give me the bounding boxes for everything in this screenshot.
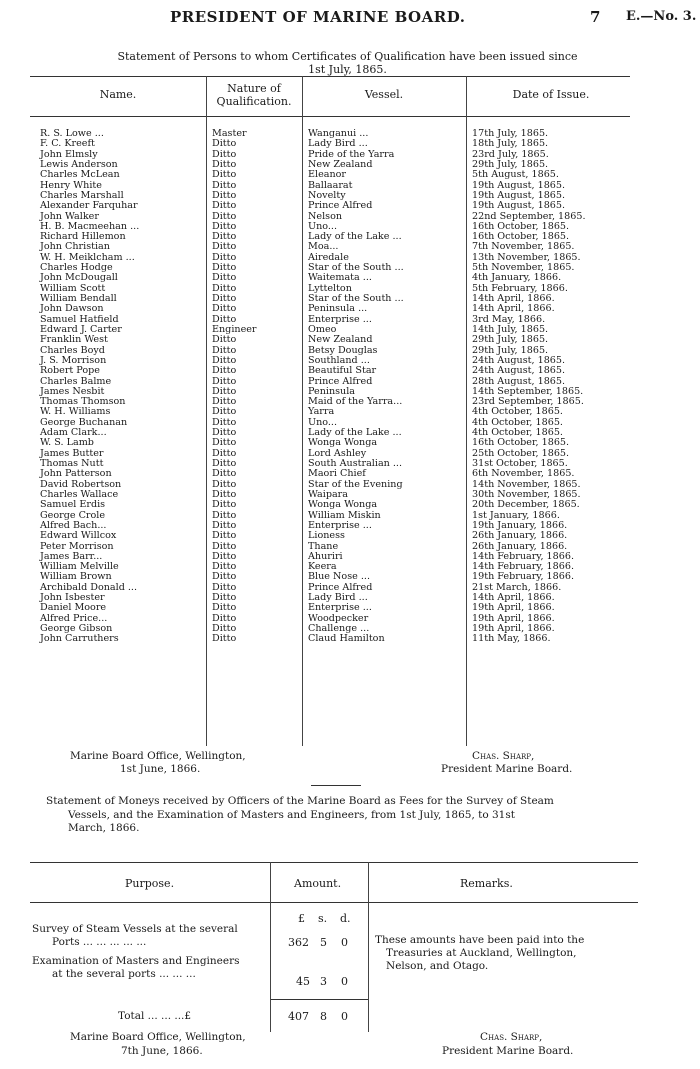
vessel-name: Star of the South ... bbox=[308, 262, 404, 274]
vessel-name: Lioness bbox=[308, 530, 345, 542]
person-name: David Robertson bbox=[40, 478, 122, 490]
person-name: Richard Hillemon bbox=[40, 231, 126, 243]
qualification: Ditto bbox=[212, 633, 237, 645]
qualification: Ditto bbox=[212, 519, 237, 531]
statement-certificates-heading bbox=[60, 50, 635, 76]
vessel-name: William Miskin bbox=[308, 509, 381, 521]
qualification: Ditto bbox=[212, 179, 237, 191]
person-name: John Carruthers bbox=[40, 633, 119, 645]
section-separator bbox=[311, 785, 361, 786]
page-header bbox=[0, 8, 700, 30]
person-name: Charles Balme bbox=[40, 375, 112, 387]
total-label: Total ... ... ...£ bbox=[118, 1010, 192, 1022]
amount-pence: 0 bbox=[341, 936, 348, 949]
person-name: James Nesbit bbox=[40, 385, 105, 397]
amount-pounds: 45 bbox=[296, 975, 310, 988]
statement-line: Statement of Moneys received by Officers of the Marine Board as Fees for the Survey of Steam bbox=[46, 795, 554, 807]
vessel-name: Star of the Evening bbox=[308, 478, 403, 490]
issue-date: 22nd September, 1865. bbox=[472, 210, 586, 222]
purpose-examination: Examination of Masters and Engineers bbox=[32, 955, 240, 967]
issue-date: 4th January, 1866. bbox=[472, 272, 562, 284]
document-reference: E.—No. 3. bbox=[626, 9, 697, 24]
vessel-name: Lady of the Lake ... bbox=[308, 427, 402, 439]
qualification: Ditto bbox=[212, 488, 237, 500]
person-name: Charles Boyd bbox=[40, 344, 105, 356]
qualification: Ditto bbox=[212, 396, 237, 408]
vessel-name: New Zealand bbox=[308, 334, 373, 346]
issue-date: 11th May, 1866. bbox=[472, 633, 551, 645]
issue-date: 14th April, 1866. bbox=[472, 592, 555, 604]
vessel-name: Peninsula bbox=[308, 385, 356, 397]
office-date: 7th June, 1866. bbox=[121, 1045, 203, 1057]
issue-date: 25th October, 1865. bbox=[472, 447, 570, 459]
column-header-date: Date of Issue. bbox=[512, 88, 590, 101]
vessel-name: Wonga Wonga bbox=[308, 499, 378, 511]
vessel-name: Lady Bird ... bbox=[308, 138, 368, 150]
signatory: Chas. Sharp, bbox=[480, 1031, 543, 1043]
issue-date: 4th October, 1865. bbox=[472, 427, 563, 439]
person-name: William Melville bbox=[40, 561, 119, 573]
issue-date: 14th July, 1865. bbox=[472, 323, 549, 335]
person-name: John McDougall bbox=[40, 272, 118, 284]
vessel-name: Maori Chief bbox=[308, 468, 366, 480]
issue-date: 7th November, 1865. bbox=[472, 241, 575, 253]
qualification: Ditto bbox=[212, 550, 237, 562]
vessel-name: Thane bbox=[308, 540, 339, 552]
table-row bbox=[30, 531, 640, 541]
person-name: Adam Clark... bbox=[40, 427, 107, 439]
person-name: John Dawson bbox=[40, 303, 104, 315]
vessel-name: Claud Hamilton bbox=[308, 633, 385, 645]
qualification: Ditto bbox=[212, 612, 237, 624]
vessel-name: Prince Alfred bbox=[308, 375, 373, 387]
qualification: Ditto bbox=[212, 447, 237, 459]
qualification: Ditto bbox=[212, 241, 237, 253]
vessel-name: Airedale bbox=[308, 251, 349, 263]
issue-date: 4th October, 1865. bbox=[472, 406, 563, 418]
vessel-name: Yarra bbox=[308, 406, 335, 418]
issue-date: 20th December, 1865. bbox=[472, 499, 580, 511]
statement-line: March, 1866. bbox=[68, 822, 140, 834]
vessel-name: Moa... bbox=[308, 241, 339, 253]
person-name: George Gibson bbox=[40, 623, 113, 634]
issue-date: 14th April, 1866. bbox=[472, 293, 555, 304]
issue-date: 19th April, 1866. bbox=[472, 623, 555, 634]
currency-shillings: s. bbox=[318, 912, 328, 925]
issue-date: 5th November, 1865. bbox=[472, 262, 575, 274]
person-name: William Brown bbox=[40, 571, 112, 583]
vessel-name: Enterprise ... bbox=[308, 313, 372, 325]
vessel-name: Lord Ashley bbox=[308, 447, 367, 459]
vessel-name: Lady Bird ... bbox=[308, 592, 368, 604]
person-name: George Buchanan bbox=[40, 416, 128, 428]
vessel-name: Lady of the Lake ... bbox=[308, 231, 402, 243]
qualification: Ditto bbox=[212, 458, 237, 469]
person-name: W. S. Lamb bbox=[40, 437, 94, 449]
issue-date: 14th April, 1866. bbox=[472, 303, 555, 315]
qualification: Ditto bbox=[212, 282, 237, 294]
vessel-name: New Zealand bbox=[308, 158, 373, 170]
issue-date: 24th August, 1865. bbox=[472, 365, 566, 377]
qualification: Ditto bbox=[212, 148, 237, 160]
total-rule bbox=[270, 999, 368, 1000]
issue-date: 29th July, 1865. bbox=[472, 158, 549, 170]
qualification: Ditto bbox=[212, 581, 237, 593]
amount-pounds: 362 bbox=[288, 936, 309, 949]
qualification: Ditto bbox=[212, 334, 237, 346]
vessel-name: Challenge ... bbox=[308, 623, 370, 634]
person-name: John Christian bbox=[40, 241, 110, 253]
office-line: Marine Board Office, Wellington, bbox=[70, 1031, 246, 1043]
person-name: Peter Morrison bbox=[40, 540, 114, 552]
vessel-name: Prince Alfred bbox=[308, 581, 373, 593]
purpose-survey: Survey of Steam Vessels at the several bbox=[32, 923, 238, 935]
issue-date: 14th February, 1866. bbox=[472, 550, 575, 562]
vessel-name: Uno... bbox=[308, 220, 338, 232]
qualification: Ditto bbox=[212, 189, 237, 201]
issue-date: 19th April, 1866. bbox=[472, 612, 555, 624]
issue-date: 6th November, 1865. bbox=[472, 468, 575, 480]
issue-date: 19th August, 1865. bbox=[472, 179, 566, 191]
issue-date: 1st January, 1866. bbox=[472, 509, 560, 521]
person-name: Thomas Thomson bbox=[40, 396, 126, 408]
person-name: Samuel Hatfield bbox=[40, 313, 119, 325]
person-name: Thomas Nutt bbox=[40, 458, 104, 469]
qualification: Ditto bbox=[212, 262, 237, 274]
issue-date: 26th January, 1866. bbox=[472, 540, 568, 552]
issue-date: 31st October, 1865. bbox=[472, 458, 568, 469]
office-line: Marine Board Office, Wellington, bbox=[70, 750, 246, 762]
remarks-line: Treasuries at Auckland, Wellington, bbox=[386, 947, 577, 959]
signatory-position: President Marine Board. bbox=[442, 1045, 574, 1057]
vessel-name: Betsy Douglas bbox=[308, 344, 378, 356]
header-line: Nature of bbox=[227, 82, 281, 95]
person-name: John Patterson bbox=[40, 468, 112, 480]
statement-line: 1st July, 1865. bbox=[308, 63, 387, 76]
issue-date: 23rd July, 1865. bbox=[472, 148, 549, 160]
column-header-purpose: Purpose. bbox=[125, 877, 175, 890]
person-name: F. C. Kreeft bbox=[40, 138, 95, 150]
vessel-name: Nelson bbox=[308, 210, 343, 222]
vessel-name: Waitemata ... bbox=[308, 272, 372, 284]
person-name: Alfred Price... bbox=[40, 612, 108, 624]
vessel-name: Ballaarat bbox=[308, 179, 353, 191]
certificates-rows bbox=[30, 129, 640, 645]
issue-date: 4th October, 1865. bbox=[472, 416, 563, 428]
statement-line: Vessels, and the Examination of Masters and Engineers, from 1st July, 1865, to 31st bbox=[68, 808, 515, 821]
signatory: Chas. Sharp, bbox=[472, 750, 535, 762]
issue-date: 19th August, 1865. bbox=[472, 189, 566, 201]
issue-date: 19th January, 1866. bbox=[472, 519, 568, 531]
issue-date: 23rd September, 1865. bbox=[472, 396, 584, 408]
total-pounds: 407 bbox=[288, 1010, 309, 1023]
qualification: Ditto bbox=[212, 427, 237, 439]
table-rule bbox=[30, 902, 638, 903]
vessel-name: Wonga Wonga bbox=[308, 437, 378, 449]
person-name: W. H. Williams bbox=[40, 406, 111, 418]
person-name: Archibald Donald ... bbox=[40, 581, 138, 593]
qualification: Ditto bbox=[212, 530, 237, 542]
person-name: J. S. Morrison bbox=[40, 354, 107, 366]
office-date: 1st June, 1866. bbox=[120, 763, 201, 775]
column-header-remarks: Remarks. bbox=[460, 877, 513, 890]
person-name: W. H. Meiklcham ... bbox=[40, 251, 135, 263]
table-row bbox=[30, 366, 640, 376]
vessel-name: Southland ... bbox=[308, 354, 370, 366]
qualification: Ditto bbox=[212, 272, 237, 284]
issue-date: 16th October, 1865. bbox=[472, 437, 570, 449]
person-name: R. S. Lowe ... bbox=[40, 128, 104, 139]
issue-date: 19th April, 1866. bbox=[472, 602, 555, 614]
table-rule bbox=[30, 116, 630, 117]
issue-date: 16th October, 1865. bbox=[472, 220, 570, 232]
qualification: Ditto bbox=[212, 509, 237, 521]
purpose-examination-cont: at the several ports ... ... ... bbox=[52, 968, 196, 980]
person-name: James Butter bbox=[40, 447, 104, 459]
issue-date: 30th November, 1865. bbox=[472, 488, 581, 500]
qualification: Ditto bbox=[212, 220, 237, 232]
remarks-line: Nelson, and Otago. bbox=[386, 960, 489, 972]
person-name: Daniel Moore bbox=[40, 602, 107, 614]
table-row bbox=[30, 201, 640, 211]
vessel-name: Prince Alfred bbox=[308, 200, 373, 212]
vessel-name: Maid of the Yarra... bbox=[308, 396, 403, 408]
issue-date: 19th August, 1865. bbox=[472, 200, 566, 212]
issue-date: 17th July, 1865. bbox=[472, 128, 549, 139]
vessel-name: Woodpecker bbox=[308, 612, 369, 624]
vessel-name: Pride of the Yarra bbox=[308, 148, 395, 160]
qualification: Ditto bbox=[212, 385, 237, 397]
person-name: John Elmsly bbox=[40, 148, 98, 160]
vessel-name: Peninsula ... bbox=[308, 303, 368, 315]
person-name: Edward Willcox bbox=[40, 530, 117, 542]
qualification: Engineer bbox=[212, 323, 257, 335]
vessel-name: Omeo bbox=[308, 323, 337, 335]
person-name: H. B. Macmeehan ... bbox=[40, 220, 140, 232]
issue-date: 14th September, 1865. bbox=[472, 385, 584, 397]
vessel-name: Uno... bbox=[308, 416, 338, 428]
page-number: 7 bbox=[590, 8, 601, 26]
qualification: Ditto bbox=[212, 592, 237, 604]
person-name: Edward J. Carter bbox=[40, 323, 122, 335]
qualification: Ditto bbox=[212, 602, 237, 614]
vessel-name: Enterprise ... bbox=[308, 519, 372, 531]
issue-date: 13th November, 1865. bbox=[472, 251, 581, 263]
qualification: Ditto bbox=[212, 210, 237, 222]
issue-date: 26th January, 1866. bbox=[472, 530, 568, 542]
qualification: Ditto bbox=[212, 365, 237, 377]
statement-moneys-heading bbox=[46, 795, 651, 836]
issue-date: 14th February, 1866. bbox=[472, 561, 575, 573]
person-name: Alfred Bach... bbox=[40, 519, 107, 531]
qualification: Ditto bbox=[212, 478, 237, 490]
currency-pence: d. bbox=[340, 912, 351, 925]
total-pence: 0 bbox=[341, 1010, 348, 1023]
person-name: Charles Wallace bbox=[40, 488, 119, 500]
qualification: Ditto bbox=[212, 231, 237, 243]
person-name: Charles Hodge bbox=[40, 262, 113, 274]
purpose-survey-cont: Ports ... ... ... ... ... bbox=[52, 936, 147, 948]
person-name: John Isbester bbox=[40, 592, 105, 604]
table-rule bbox=[30, 76, 630, 77]
vessel-name: Keera bbox=[308, 561, 337, 573]
table-row bbox=[30, 634, 640, 644]
qualification: Ditto bbox=[212, 468, 237, 480]
fees-table bbox=[30, 862, 640, 1032]
statement-line: Statement of Persons to whom Certificates of Qualification have been issued since bbox=[117, 50, 578, 63]
person-name: Charles McLean bbox=[40, 169, 120, 181]
person-name: William Scott bbox=[40, 282, 106, 294]
vessel-name: Enterprise ... bbox=[308, 602, 372, 614]
qualification: Ditto bbox=[212, 437, 237, 449]
currency-pounds: £ bbox=[298, 912, 305, 925]
vessel-name: Beautiful Star bbox=[308, 365, 377, 377]
qualification: Ditto bbox=[212, 623, 237, 634]
qualification: Ditto bbox=[212, 375, 237, 387]
amount-pence: 0 bbox=[341, 975, 348, 988]
person-name: William Bendall bbox=[40, 293, 117, 304]
signatory-position: President Marine Board. bbox=[441, 763, 573, 775]
issue-date: 19th February, 1866. bbox=[472, 571, 575, 583]
qualification: Ditto bbox=[212, 344, 237, 356]
total-shillings: 8 bbox=[320, 1010, 327, 1023]
person-name: James Barr... bbox=[40, 550, 103, 562]
qualification: Master bbox=[212, 128, 247, 139]
issue-date: 29th July, 1865. bbox=[472, 334, 549, 346]
issue-date: 5th August, 1865. bbox=[472, 169, 559, 181]
vessel-name: Novelty bbox=[308, 189, 346, 201]
issue-date: 18th July, 1865. bbox=[472, 138, 549, 150]
table-rule bbox=[30, 862, 638, 863]
amount-shillings: 3 bbox=[320, 975, 327, 988]
column-divider bbox=[368, 862, 369, 1032]
person-name: Alexander Farquhar bbox=[40, 200, 138, 212]
qualification: Ditto bbox=[212, 303, 237, 315]
issue-date: 14th November, 1865. bbox=[472, 478, 581, 490]
column-header-qualification bbox=[206, 82, 302, 108]
qualification: Ditto bbox=[212, 540, 237, 552]
vessel-name: Eleanor bbox=[308, 169, 347, 181]
issue-date: 16th October, 1865. bbox=[472, 231, 570, 243]
person-name: John Walker bbox=[40, 210, 99, 222]
person-name: George Crole bbox=[40, 509, 106, 521]
qualification: Ditto bbox=[212, 293, 237, 304]
qualification: Ditto bbox=[212, 406, 237, 418]
issue-date: 21st March, 1866. bbox=[472, 581, 562, 593]
vessel-name: Ahuriri bbox=[308, 550, 343, 562]
qualification: Ditto bbox=[212, 561, 237, 573]
qualification: Ditto bbox=[212, 354, 237, 366]
column-divider bbox=[270, 862, 271, 1032]
qualification: Ditto bbox=[212, 169, 237, 181]
issue-date: 24th August, 1865. bbox=[472, 354, 566, 366]
person-name: Lewis Anderson bbox=[40, 158, 118, 170]
qualification: Ditto bbox=[212, 571, 237, 583]
vessel-name: Lyttelton bbox=[308, 282, 352, 294]
header-line: Qualification. bbox=[216, 95, 292, 108]
issue-date: 3rd May, 1866. bbox=[472, 313, 546, 325]
vessel-name: South Australian ... bbox=[308, 458, 403, 469]
vessel-name: Wanganui ... bbox=[308, 128, 369, 139]
issue-date: 29th July, 1865. bbox=[472, 344, 549, 356]
person-name: Franklin West bbox=[40, 334, 108, 346]
qualification: Ditto bbox=[212, 251, 237, 263]
qualification: Ditto bbox=[212, 138, 237, 150]
amount-shillings: 5 bbox=[320, 936, 327, 949]
person-name: Samuel Erdis bbox=[40, 499, 106, 511]
vessel-name: Waipara bbox=[308, 488, 348, 500]
issue-date: 5th February, 1866. bbox=[472, 282, 568, 294]
column-header-vessel: Vessel. bbox=[364, 88, 404, 101]
page-title: PRESIDENT OF MARINE BOARD. bbox=[170, 8, 466, 26]
vessel-name: Star of the South ... bbox=[308, 293, 404, 304]
column-header-amount: Amount. bbox=[294, 877, 342, 890]
person-name: Robert Pope bbox=[40, 365, 100, 377]
vessel-name: Blue Nose ... bbox=[308, 571, 370, 583]
person-name: Henry White bbox=[40, 179, 102, 191]
qualification: Ditto bbox=[212, 313, 237, 325]
qualification: Ditto bbox=[212, 158, 237, 170]
issue-date: 28th August, 1865. bbox=[472, 375, 566, 387]
qualification: Ditto bbox=[212, 499, 237, 511]
remarks-line: These amounts have been paid into the bbox=[375, 934, 585, 946]
column-header-name: Name. bbox=[99, 88, 137, 101]
qualification: Ditto bbox=[212, 416, 237, 428]
qualification: Ditto bbox=[212, 200, 237, 212]
person-name: Charles Marshall bbox=[40, 189, 124, 201]
